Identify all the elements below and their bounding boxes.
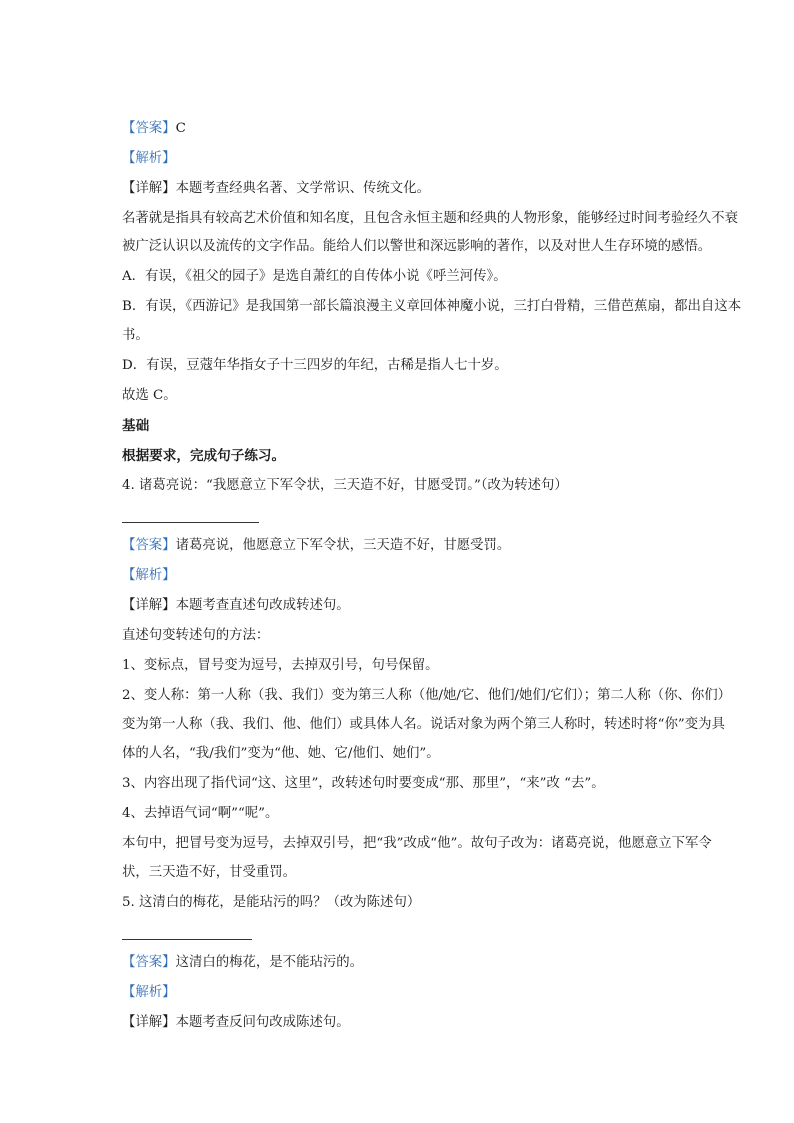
q4-step-2-line-2: 变为第一人称（我、我们、他、他们）或具体人名。说话对象为两个第三人称时，转述时将“你”变为具	[122, 717, 725, 732]
q5-answer-blank	[122, 939, 252, 940]
q3-option-b-line-1: B．有误，《西游记》是我国第一部长篇浪漫主义章回体神魔小说，三打白骨精，三借芭蕉扇，都出自这本	[122, 299, 742, 314]
answer-text: 这清白的梅花，是不能玷污的。	[175, 955, 364, 970]
q3-option-b-line-2: 书。	[122, 328, 149, 343]
q4-step-2-line-1: 2、变人称：第一人称（我、我们）变为第三人称（他/她/它、他们/她们/它们）；第二人称（你、你们）	[122, 688, 732, 703]
answer-text: 诸葛亮说，他愿意立下军令状，三天造不好，甘愿受罚。	[175, 538, 511, 553]
q4-step-1: 1、变标点，冒号变为逗号，去掉双引号，句号保留。	[122, 658, 439, 673]
detail-text: 本题考查反问句改成陈述句。	[175, 1015, 350, 1030]
q3-option-a: A．有误，《祖父的园子》是选自萧红的自传体小说《呼兰河传》。	[122, 269, 507, 284]
q4-step-4: 4、去掉语气词“啊”“呢”。	[122, 806, 279, 821]
detail-tag: 【详解】	[122, 1015, 176, 1030]
q4-summary-line-1: 本句中，把冒号变为逗号，去掉双引号，把“我”改成“他”。故句子改为：诸葛亮说，他愿意立下军令	[122, 836, 712, 851]
q5-detail-line	[122, 1014, 350, 1032]
detail-tag: 【详解】	[122, 181, 176, 196]
answer-tag: 【答案】	[122, 955, 176, 970]
answer-tag: 【答案】	[122, 538, 176, 553]
q4-answer-blank	[122, 522, 259, 523]
q5-question: 5. 这清白的梅花，是能玷污的吗？（改为陈述句）	[122, 895, 421, 910]
answer-value: C	[175, 121, 186, 136]
q4-step-3: 3、内容出现了指代词“这、这里”，改转述句时要变成“那、那里”，“来”改 “去”。	[122, 776, 605, 791]
q4-analysis-line	[122, 567, 176, 585]
q4-method-title: 直述句变转述句的方法：	[122, 628, 270, 643]
q4-summary-line-2: 状，三天造不好，甘受重罚。	[122, 865, 297, 880]
q3-paragraph-line-1: 名著就是指具有较高艺术价值和知名度，且包含永恒主题和经典的人物形象，能够经过时间考验经久不衰	[122, 211, 738, 226]
analysis-tag: 【解析】	[122, 151, 176, 166]
section-heading: 基础	[122, 418, 150, 434]
q3-option-d: D．有误，豆蔻年华指女子十三四岁的年纪，古稀是指人七十岁。	[122, 358, 508, 373]
analysis-tag: 【解析】	[122, 985, 176, 1000]
q3-answer-line	[122, 120, 186, 138]
analysis-tag: 【解析】	[122, 568, 176, 583]
detail-text: 本题考查经典名著、文学常识、传统文化。	[175, 181, 430, 196]
q3-detail-line	[122, 180, 430, 198]
q3-paragraph-line-2: 被广泛认识以及流传的文字作品。能给人们以警世和深远影响的著作，以及对世人生存环境的感悟。	[122, 239, 712, 254]
q5-analysis-line	[122, 984, 176, 1002]
q4-step-2-line-3: 体的人名，“我/我们”变为“他、她、它/他们、她们”。	[122, 746, 440, 761]
q4-question: 4. 诸葛亮说：“我愿意立下军令状，三天造不好，甘愿受罚。”（改为转述句）	[122, 478, 568, 493]
q3-analysis-line	[122, 150, 176, 168]
section-instruction: 根据要求，完成句子练习。	[122, 448, 286, 464]
answer-tag: 【答案】	[122, 121, 176, 136]
q3-conclusion: 故选 C。	[122, 388, 177, 403]
detail-tag: 【详解】	[122, 598, 176, 613]
detail-text: 本题考查直述句改成转述句。	[175, 598, 350, 613]
q4-detail-line	[122, 597, 350, 615]
q4-answer-line	[122, 537, 510, 555]
q5-answer-line	[122, 954, 363, 972]
